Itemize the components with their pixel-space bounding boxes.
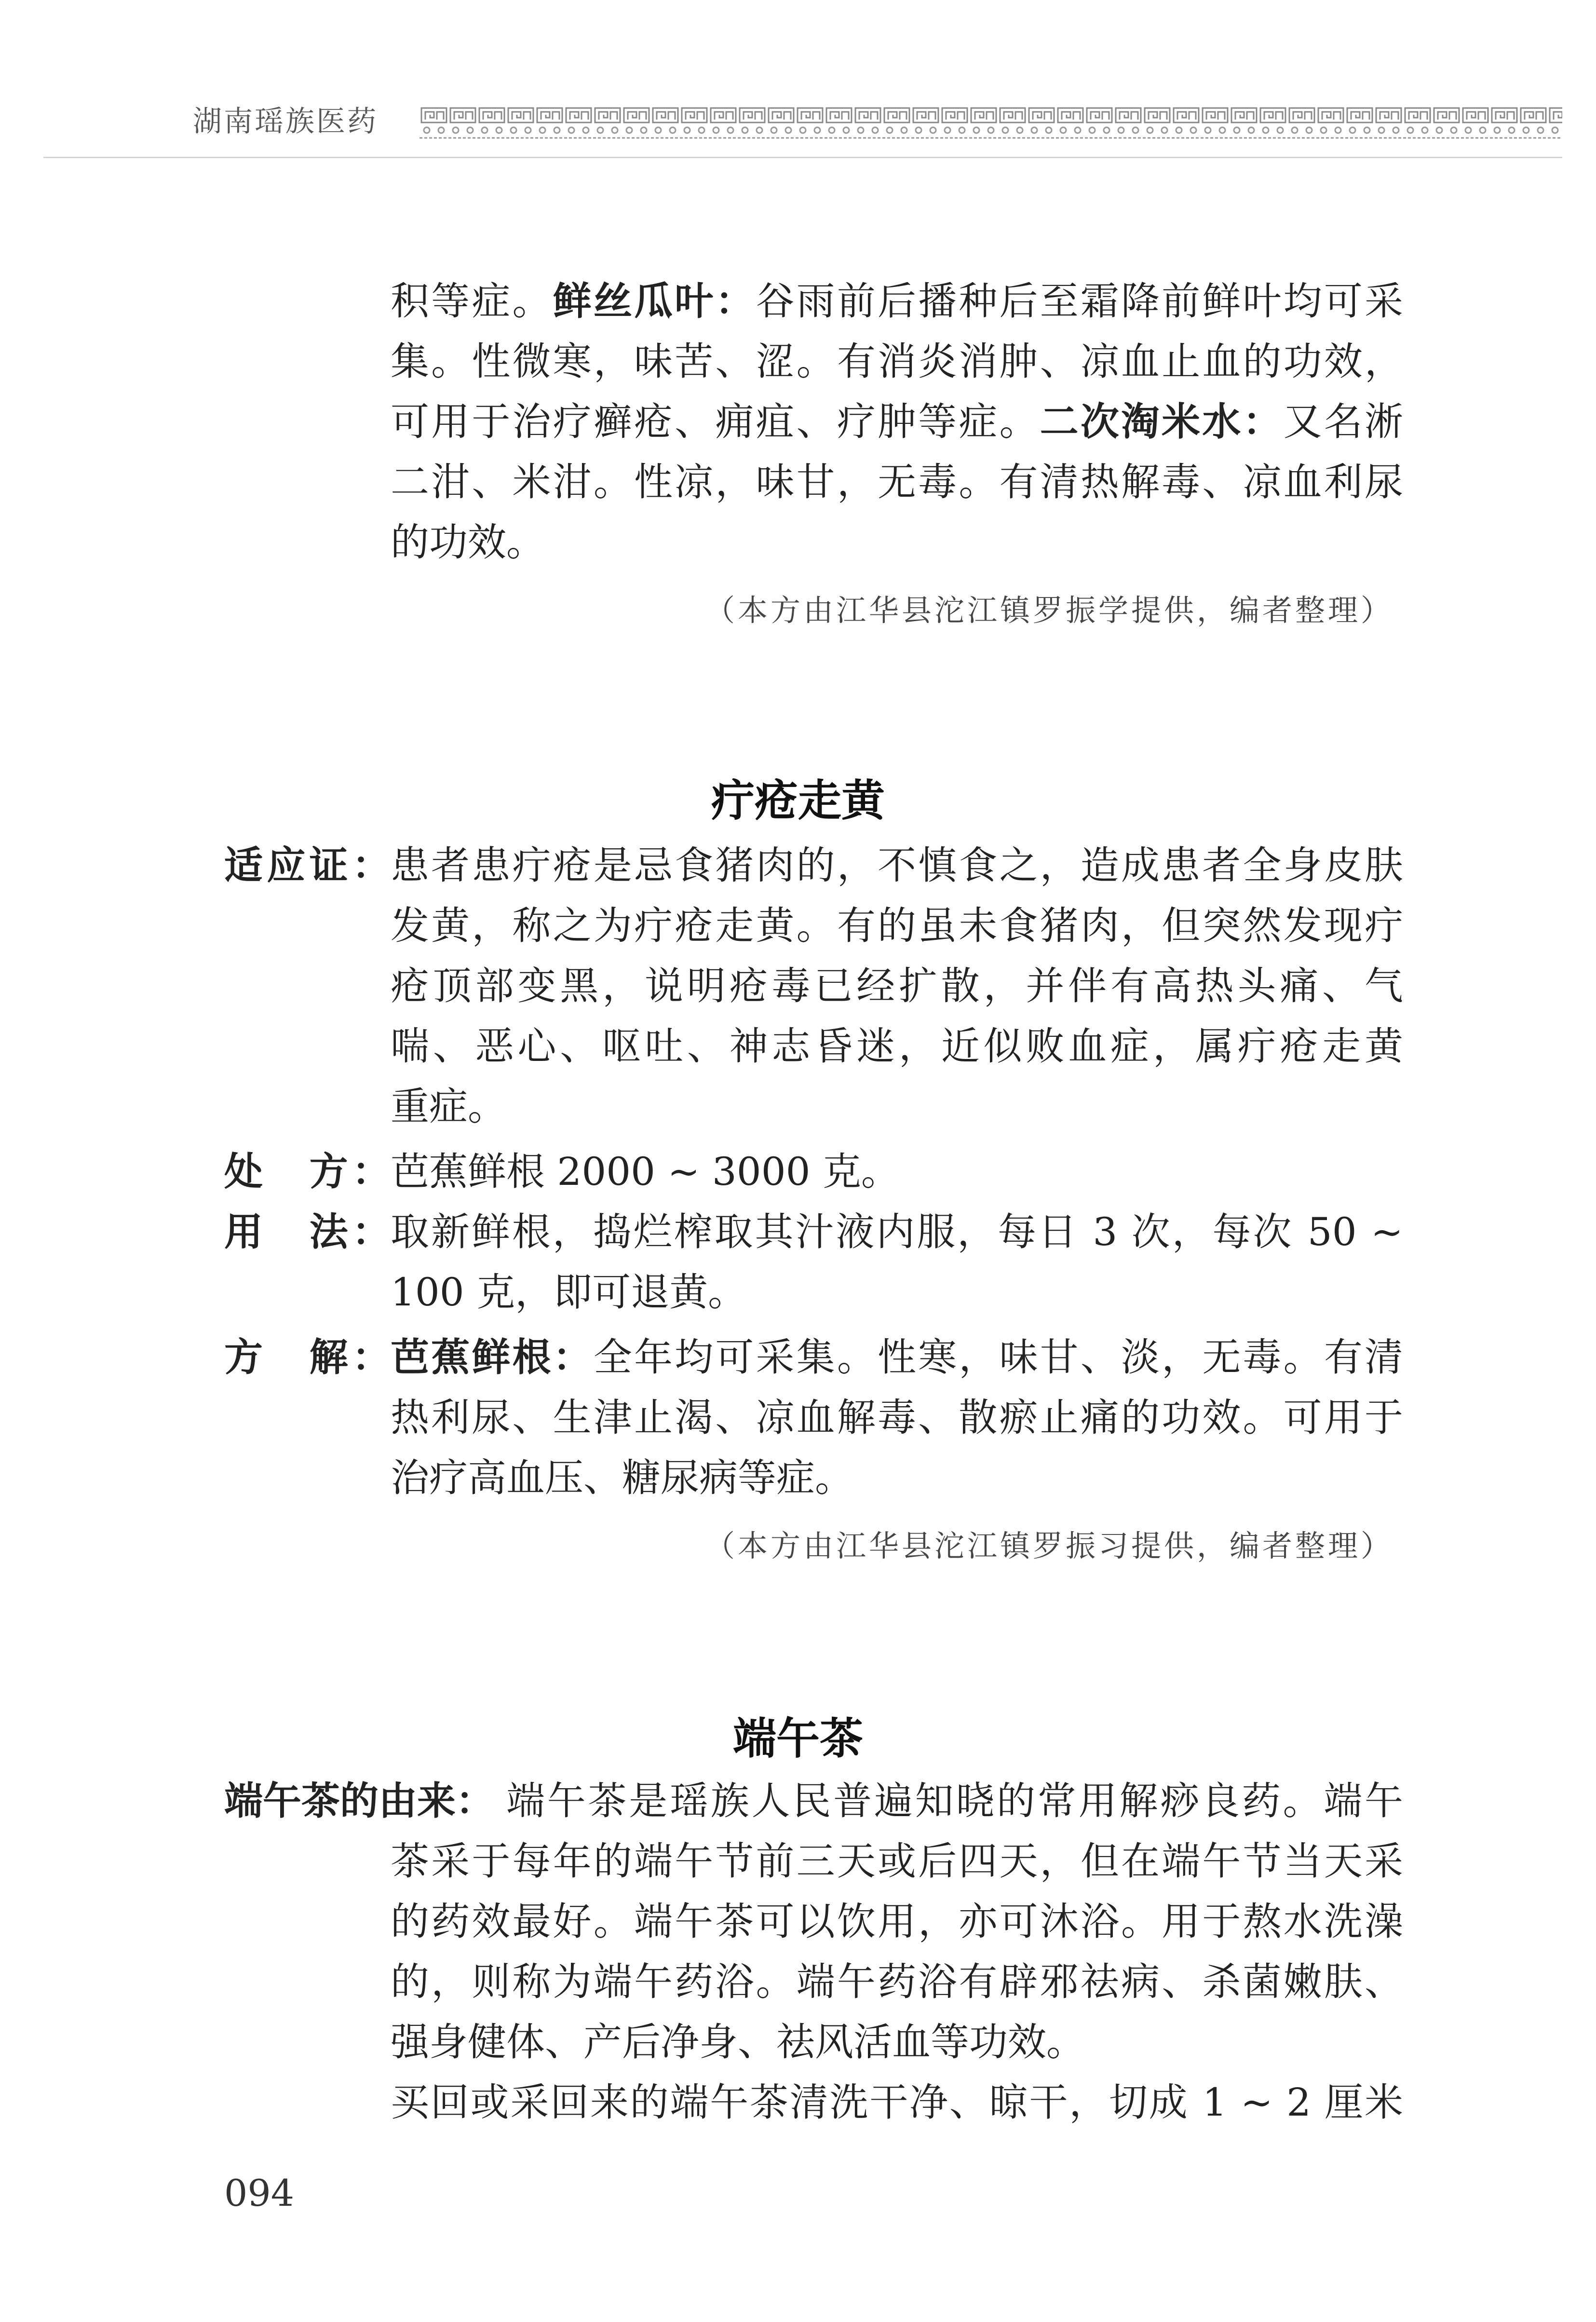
text-line: 可用于治疗癣疮、痈疽、疗肿等症。二次淘米水：又名淅	[391, 399, 1404, 444]
text-line: 治疗高血压、糖尿病等症。	[391, 1455, 853, 1500]
running-header-title: 湖南瑶族医药	[193, 105, 378, 138]
text-line: 端午茶是瑶族人民普遍知晓的常用解痧良药。端午	[506, 1779, 1403, 1823]
explanation-label: 方 解：	[224, 1335, 391, 1380]
text-line: 喘、恶心、呕吐、神志昏迷，近似败血症，属疔疮走黄	[391, 1024, 1403, 1069]
text-line: 茶采于每年的端午节前三天或后四天，但在端午节当天采	[391, 1839, 1403, 1884]
text-line: 强身健体、产后净身、祛风活血等功效。	[391, 2020, 1085, 2064]
text-line: 发黄，称之为疔疮走黄。有的虽未食猪肉，但突然发现疔	[391, 903, 1403, 948]
text-line: 的功效。	[391, 520, 545, 565]
section-title: 疔疮走黄	[711, 775, 885, 826]
credit-note: （本方由江华县沱江镇罗振习提供，编者整理）	[704, 1528, 1393, 1563]
text-line: 的药效最好。端午茶可以饮用，亦可沐浴。用于熬水洗澡	[391, 1899, 1403, 1944]
text-line: 取新鲜根，捣烂榨取其汁液内服，每日 3 次，每次 50 ~	[391, 1209, 1403, 1254]
text-line: 二泔、米泔。性凉，味甘，无毒。有清热解毒、凉血利尿	[391, 460, 1403, 504]
text-line: 芭蕉鲜根：全年均可采集。性寒，味甘、淡，无毒。有清	[391, 1335, 1404, 1380]
header-ornament	[419, 105, 1562, 144]
indication-label: 适应证：	[224, 843, 391, 888]
origin-label: 端午茶的由来：	[224, 1779, 494, 1823]
text-line: 患者患疔疮是忌食猪肉的，不慎食之，造成患者全身皮肤	[391, 843, 1403, 888]
text-line: 积等症。鲜丝瓜叶：谷雨前后播种后至霜降前鲜叶均可采	[391, 279, 1404, 324]
text-line: 疮顶部变黑，说明疮毒已经扩散，并伴有高热头痛、气	[391, 964, 1403, 1008]
text-line: 的，则称为端午药浴。端午药浴有辟邪祛病、杀菌嫩肤、	[391, 1959, 1403, 2004]
text-line: 热利尿、生津止渴、凉血解毒、散瘀止痛的功效。可用于	[391, 1395, 1403, 1440]
header-rule	[43, 157, 1562, 158]
usage-label: 用 法：	[224, 1209, 391, 1254]
text-line: 集。性微寒，味苦、涩。有消炎消肿、凉血止血的功效，	[391, 339, 1403, 384]
credit-note: （本方由江华县沱江镇罗振学提供，编者整理）	[704, 593, 1393, 628]
prescription-text: 芭蕉鲜根 2000 ~ 3000 克。	[391, 1149, 900, 1194]
text-line: 重症。	[391, 1084, 506, 1129]
text-line: 100 克，即可退黄。	[391, 1270, 747, 1315]
page-number: 094	[224, 2172, 295, 2214]
prescription-label: 处 方：	[224, 1149, 391, 1194]
section-title: 端午茶	[733, 1713, 863, 1764]
text-line: 买回或采回来的端午茶清洗干净、晾干，切成 1 ~ 2 厘米	[391, 2080, 1403, 2125]
